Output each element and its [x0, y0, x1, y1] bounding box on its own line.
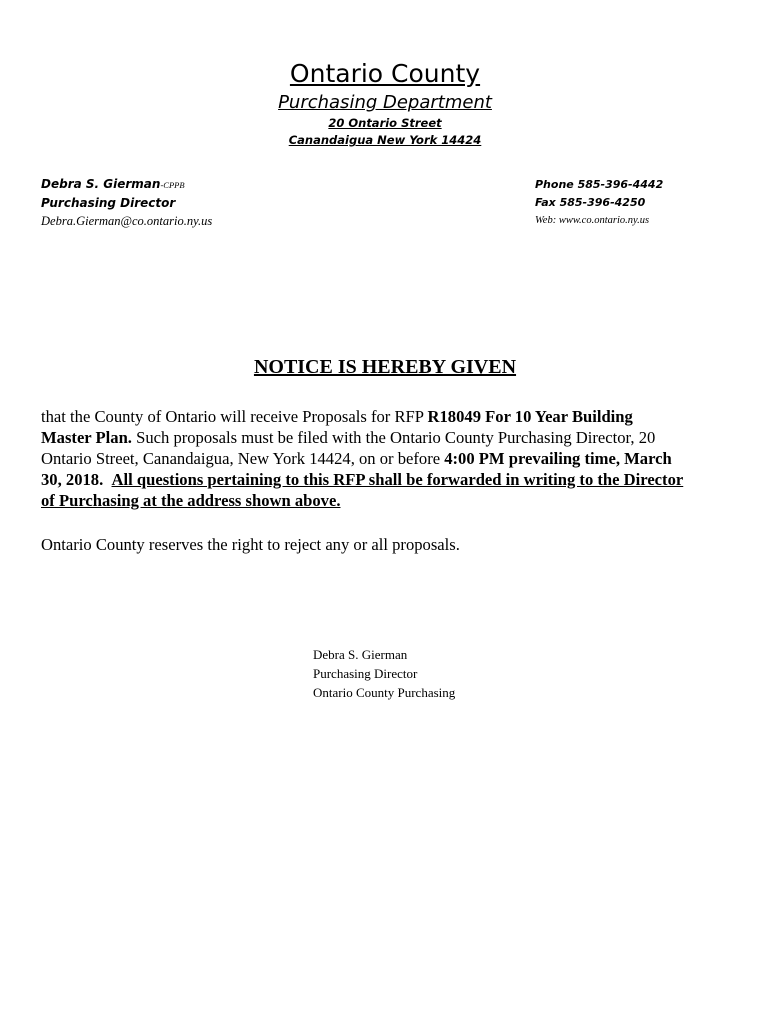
website: Web: www.co.ontario.ny.us: [535, 215, 650, 226]
city-address: Canandaigua New York 14424: [288, 133, 482, 147]
notice-title: NOTICE IS HEREBY GIVEN: [253, 356, 517, 378]
signer-title: Purchasing Director: [313, 666, 418, 681]
rfp-number: R18049 For 10 Year Building: [427, 407, 633, 426]
rfp-title-cont: Master Plan.: [41, 428, 132, 447]
paragraph-line-1: [41, 406, 731, 427]
street-address: 20 Ontario Street: [328, 116, 442, 130]
signature-block: [313, 645, 455, 702]
director-name-line: [41, 175, 212, 194]
intro-text: that the County of Ontario will receive Proposals for RFP: [41, 407, 428, 426]
questions-note-b: of Purchasing at the address shown above.: [41, 491, 341, 510]
questions-note-a: All questions pertaining to this RFP shall be forwarded in writing to the Director: [111, 470, 684, 489]
director-email: Debra.Gierman@co.ontario.ny.us: [41, 214, 213, 228]
paragraph-line-5: [41, 490, 731, 511]
contact-block-left: [41, 175, 212, 230]
phone-number: Phone 585-396-4442: [535, 178, 664, 191]
address-text: Ontario Street, Canandaigua, New York 14424, on or before: [41, 449, 445, 468]
paragraph-line-3: [41, 448, 731, 469]
director-title: Purchasing Director: [41, 196, 176, 210]
deadline-text: 4:00 PM prevailing time, March: [444, 449, 672, 468]
letterhead: [0, 58, 770, 149]
deadline-date: 30, 2018.: [41, 470, 104, 489]
department-name: Purchasing Department: [278, 92, 492, 113]
paragraph-line-4: [41, 469, 731, 490]
filing-text: Such proposals must be filed with the Ontario County Purchasing Director, 20: [131, 428, 656, 447]
signer-org: Ontario County Purchasing: [313, 685, 456, 700]
fax-number: Fax 585-396-4250: [535, 196, 646, 209]
director-credential: -CPPB: [160, 180, 185, 190]
org-name: Ontario County: [289, 59, 481, 88]
reservation-statement: Ontario County reserves the right to reject any or all proposals.: [41, 535, 460, 554]
signer-name: Debra S. Gierman: [313, 647, 408, 662]
director-name: Debra S. Gierman: [41, 177, 161, 191]
paragraph-line-2: [41, 427, 731, 448]
contact-block-right: [535, 176, 663, 230]
notice-paragraph: [41, 406, 731, 511]
